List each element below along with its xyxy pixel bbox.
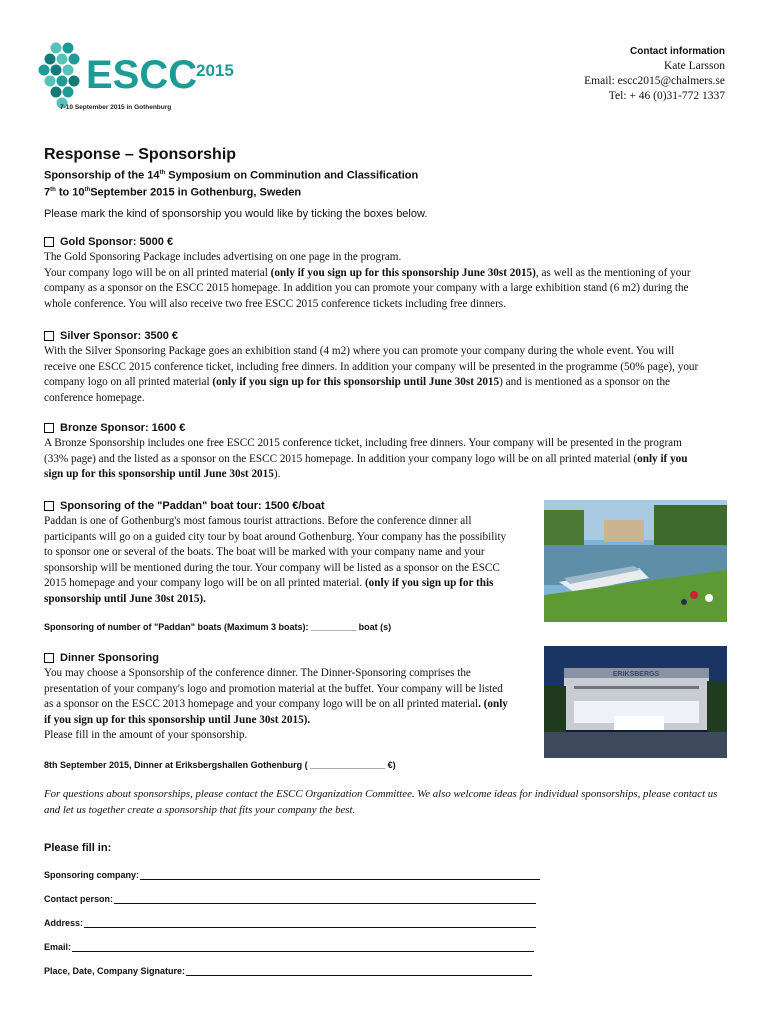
silver-checkbox[interactable]	[44, 331, 54, 341]
gold-checkbox[interactable]	[44, 237, 54, 247]
signature-field[interactable]	[44, 966, 532, 976]
silver-line: With the Silver Sponsoring Package goes an exhibition stand (4 m2) where you can promote your company during the whole event. You will	[44, 345, 675, 357]
gold-line: , as well as the mentioning of your	[535, 266, 691, 279]
bronze-description	[44, 436, 734, 483]
contact-note	[44, 786, 734, 818]
paddan-description	[44, 514, 534, 607]
dinner-line: Please fill in the amount of your sponsorship.	[44, 729, 248, 741]
gold-line: The Gold Sponsoring Package includes advertising on one page in the program.	[44, 251, 402, 263]
subtitle-text: to 10	[55, 186, 85, 199]
bronze-sponsor-option[interactable]	[44, 422, 185, 434]
paddan-line: Paddan is one of Gothenburg's most famous tourist attractions. Before the conference dinner all	[44, 515, 472, 527]
dinner-line: presentation of your company's logo and promotion material at the buffet. Your company will be listed	[44, 682, 503, 695]
contact-email: Email: escc2015@chalmers.se	[584, 75, 725, 87]
field-label: Address:	[44, 918, 84, 928]
bronze-line: (33% page) and the listed as a sponsor on the ESCC 2015 homepage. In addition your company logo will be on all printed material (	[44, 452, 638, 465]
paddan-line: sponsorship will be mentioned during the tour. Your company will be listed as a sponsor on the ESCC	[44, 561, 500, 574]
paddan-bold-note: sponsorship until June 30st 2015).	[44, 592, 206, 605]
field-line[interactable]	[72, 943, 534, 952]
subtitle-text: 7	[44, 186, 51, 199]
gold-title: Gold Sponsor: 5000 €	[60, 236, 174, 248]
address-field[interactable]	[44, 918, 536, 928]
dinner-sponsor-option[interactable]	[44, 652, 159, 664]
paddan-line: participants will go on a guided city tour by boat around Gothenburg. Your company has the possibility	[44, 530, 507, 543]
subtitle-sup: th	[50, 186, 56, 193]
dinner-title: Dinner Sponsoring	[60, 652, 159, 664]
paddan-line: to sponsor one or several of the boats. The boat will be marked with your company name and your	[44, 546, 485, 558]
contact-tel: Tel: + 46 (0)31-772 1337	[608, 90, 725, 102]
field-label: Place, Date, Company Signature:	[44, 966, 186, 976]
contact-name: Kate Larsson	[664, 60, 725, 72]
bronze-title: Bronze Sponsor: 1600 €	[60, 422, 186, 434]
silver-line: company logo on all printed material	[44, 376, 213, 388]
gold-description	[44, 250, 734, 312]
dinner-bold-note: if you sign up for this sponsorship until June 30st 2015).	[44, 713, 311, 726]
silver-line: conference homepage.	[44, 391, 145, 404]
subtitle-sup: th	[159, 170, 166, 176]
field-label: Email:	[44, 942, 72, 952]
subtitle-text: Symposium on Comminution and Classification	[168, 169, 419, 182]
silver-title: Silver Sponsor: 3500 €	[60, 330, 178, 342]
gold-line: Your company logo will be on all printed material	[44, 266, 271, 279]
dinner-bold-note: . (only	[478, 698, 508, 710]
subtitle-sup: th	[84, 186, 91, 193]
logo-name: ESCC	[86, 53, 198, 97]
field-line[interactable]	[140, 871, 540, 880]
bronze-checkbox[interactable]	[44, 423, 54, 433]
paddan-sponsor-option[interactable]	[44, 500, 325, 512]
gold-line: company as a sponsor on the ESCC 2015 homepage. In addition you can promote your company with a large exhibition stand (6 m2) during the	[44, 282, 689, 294]
paddan-line: 2015 homepage and your company logo will be on all printed material.	[44, 577, 365, 589]
bronze-line: A Bronze Sponsorship includes one free ESCC 2015 conference ticket, including free dinners. Your company will be presented in the program	[44, 437, 682, 449]
dinner-description	[44, 666, 534, 744]
field-label: Sponsoring company:	[44, 870, 140, 880]
dinner-amount-field[interactable]: 8th September 2015, Dinner at Eriksbergshallen Gothenburg ( _______________ €)	[44, 760, 396, 770]
silver-bold-note: (only if you sign up for this sponsorship until June 30st 2015	[212, 376, 500, 388]
paddan-checkbox[interactable]	[44, 501, 54, 511]
email-field[interactable]	[44, 942, 534, 952]
bronze-bold-note: only if you	[637, 452, 688, 465]
gold-bold-note: (only if you sign up for this sponsorship June 30st 2015)	[270, 266, 536, 279]
contact-block	[584, 44, 725, 104]
field-line[interactable]	[114, 895, 536, 904]
paddan-boat-image	[544, 500, 727, 622]
gold-line: whole conference. You will also receive two free ESCC 2015 conference tickets including free dinners.	[44, 297, 506, 310]
dinner-line: as a sponsor on the ESCC 2013 homepage and your company logo will be on all printed material	[44, 698, 479, 710]
contact-heading: Contact information	[630, 46, 725, 57]
field-label: Contact person:	[44, 894, 114, 904]
eriksbergshallen-image	[544, 646, 727, 758]
subtitle-text: September 2015 in Gothenburg, Sweden	[90, 186, 302, 199]
note-line: For questions about sponsorships, please contact the ESCC Organization Committee. We also welcome ideas for individual sponsorships, please contact us	[44, 788, 718, 800]
field-line[interactable]	[84, 919, 536, 928]
dinner-line: You may choose a Sponsorship of the conference dinner. The Dinner-Sponsoring comprises the	[44, 667, 471, 679]
logo-tagline: 7-10 September 2015 in Gothenburg	[60, 104, 172, 111]
bronze-bold-note: sign up for this sponsorship until June 30st 2015	[44, 468, 274, 480]
intro-text: Please mark the kind of sponsorship you would like by ticking the boxes below.	[44, 208, 428, 220]
photo-sign-text: ERIKSBERGS	[612, 671, 660, 678]
logo-year: 2015	[196, 61, 234, 80]
field-line[interactable]	[186, 967, 532, 976]
bronze-line: ).	[273, 468, 281, 480]
form-title: Please fill in:	[44, 842, 112, 854]
paddan-title: Sponsoring of the "Paddan" boat tour: 1500 €/boat	[60, 500, 325, 512]
silver-line: ) and is mentioned as a sponsor on the	[499, 376, 670, 388]
paddan-boats-field[interactable]: Sponsoring of number of "Paddan" boats (Maximum 3 boats): _________ boat (s)	[44, 622, 392, 632]
silver-sponsor-option[interactable]	[44, 330, 178, 342]
page-subtitle	[44, 166, 418, 199]
gold-sponsor-option[interactable]	[44, 236, 173, 248]
paddan-bold-note: (only if you sign up for this	[364, 577, 494, 589]
eriksbergshallen-photo	[544, 646, 727, 758]
dinner-checkbox[interactable]	[44, 653, 54, 663]
page-title: Response – Sponsorship	[44, 146, 237, 163]
silver-description	[44, 344, 734, 406]
subtitle-text: Sponsorship of the 14	[44, 169, 160, 182]
paddan-boat-photo	[544, 500, 727, 622]
silver-line: receive one ESCC 2015 conference ticket, including free dinners. In addition your company will be presented in the programme (50% page), your	[44, 360, 699, 373]
note-line: and let us together create a sponsorship that fits your company the best.	[44, 804, 356, 816]
sponsoring-company-field[interactable]	[44, 870, 540, 880]
contact-person-field[interactable]	[44, 894, 536, 904]
